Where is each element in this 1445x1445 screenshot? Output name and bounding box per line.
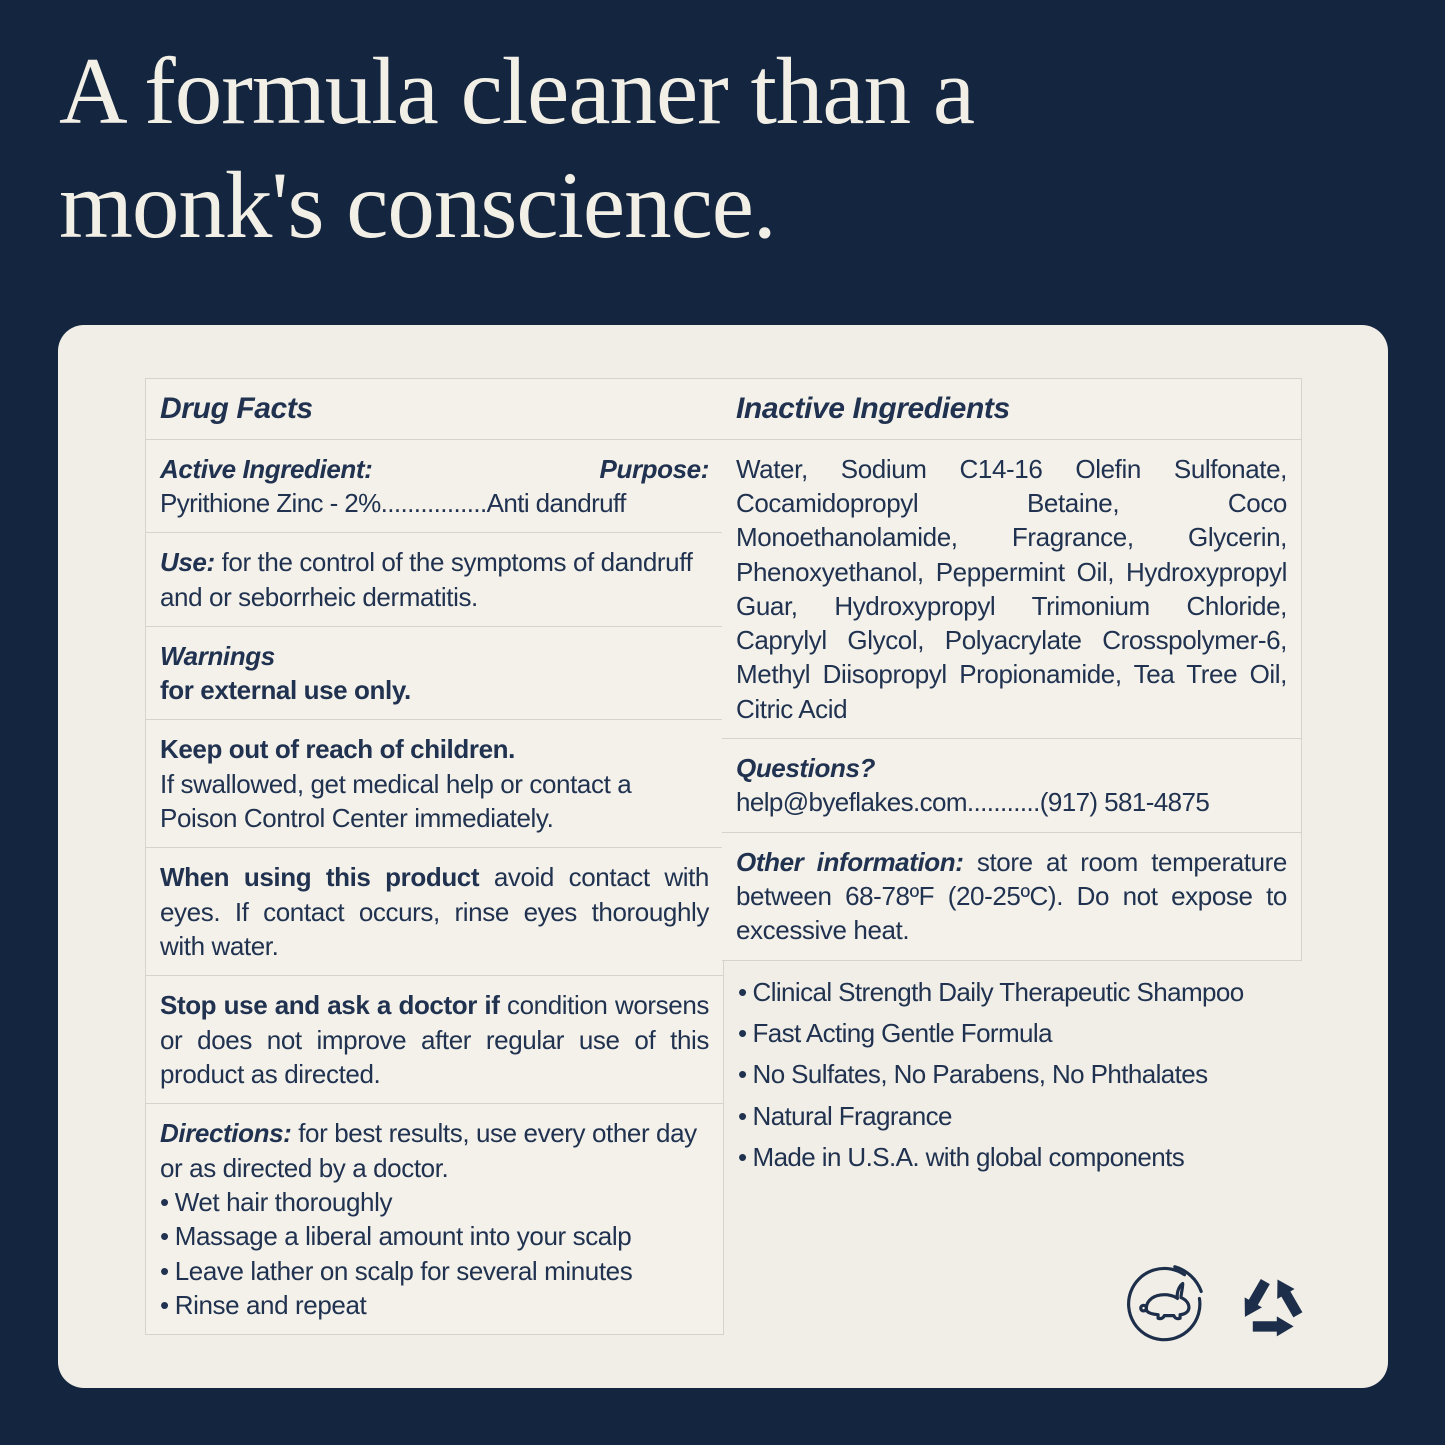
keep-out-of-reach-row — [146, 720, 723, 848]
when-using-row — [146, 848, 723, 976]
recycle-icon — [1232, 1262, 1312, 1342]
list-item — [160, 1219, 709, 1253]
list-item-text: Massage a liberal amount into your scalp — [174, 1221, 632, 1252]
list-item — [738, 1016, 1302, 1050]
list-item-text: Clinical Strength Daily Therapeutic Shampoo — [752, 976, 1244, 1007]
other-information-row — [722, 833, 1301, 960]
inactive-ingredients-table — [722, 378, 1302, 961]
list-item — [160, 1288, 709, 1322]
drug-facts-table — [145, 378, 724, 1335]
bullet-icon: • — [738, 1059, 747, 1090]
list-item — [738, 975, 1302, 1009]
active-ingredient-value: Pyrithione Zinc - 2%................Anti dandruff — [160, 487, 626, 518]
list-item-text: Natural Fragrance — [752, 1100, 952, 1131]
bullet-icon: • — [160, 1289, 169, 1320]
bullet-icon: • — [738, 1017, 747, 1048]
warnings-row — [146, 627, 723, 721]
active-ingredient-label: Active Ingredient: — [160, 453, 373, 484]
list-item-text: Leave lather on scalp for several minutes — [174, 1255, 633, 1286]
stop-use-text: condition worsens or does not improve after regular use of this product as directed. — [160, 990, 709, 1089]
inactive-ingredients-list: Water, Sodium C14-16 Olefin Sulfonate, Cocamidopropyl Betaine, Coco Monoethanolamide, Fragrance, Glycerin, Phenoxyethanol, Peppermint Oil, Hydroxypropyl Guar, Hydroxypropyl Trimonium Chloride, Caprylyl Glycol, Polyacrylate Crosspolymer-6, Methyl Diisopropyl Propionamide, Tea Tree Oil, Citric Acid — [722, 440, 1301, 740]
when-using-text: avoid contact with eyes. If contact occurs, rinse eyes thoroughly with water. — [160, 862, 709, 962]
list-item-text: No Sulfates, No Parabens, No Phthalates — [752, 1059, 1208, 1090]
when-using-label: When using this product — [160, 862, 480, 893]
keep-out-text: If swallowed, get medical help or contact a Poison Control Center immediately. — [160, 768, 632, 834]
cruelty-free-bunny-icon — [1122, 1258, 1210, 1346]
other-information-label: Other information: — [736, 846, 964, 877]
warnings-text: for external use only. — [160, 675, 411, 706]
list-item — [738, 1057, 1302, 1091]
drug-facts-title: Drug Facts — [146, 379, 723, 440]
list-item — [160, 1254, 709, 1288]
directions-row — [146, 1104, 723, 1334]
directions-text: for best results, use every other day or as directed by a doctor. — [160, 1118, 697, 1183]
questions-contact: help@byeflakes.com...........(917) 581-4875 — [736, 787, 1210, 818]
inactive-ingredients-title: Inactive Ingredients — [722, 379, 1301, 440]
use-label: Use: — [160, 547, 215, 578]
bullet-icon: • — [160, 1255, 169, 1286]
active-ingredient-row — [146, 440, 723, 534]
certification-icons — [1122, 1258, 1312, 1346]
drug-facts-card — [58, 325, 1388, 1388]
directions-bullet-list — [160, 1185, 709, 1322]
other-information-text: store at room temperature between 68-78ºF (20-25ºC). Do not expose to excessive heat. — [736, 846, 1287, 946]
warnings-label: Warnings — [160, 640, 275, 671]
questions-label: Questions? — [736, 753, 876, 784]
list-item-text: Fast Acting Gentle Formula — [752, 1017, 1052, 1048]
list-item-text: Made in U.S.A. with global components — [752, 1141, 1185, 1172]
list-item — [738, 1099, 1302, 1133]
bullet-icon: • — [738, 1100, 747, 1131]
list-item-text: Rinse and repeat — [174, 1289, 367, 1320]
product-feature-list — [722, 975, 1302, 1175]
list-item — [738, 1140, 1302, 1174]
list-item-text: Wet hair thoroughly — [174, 1186, 393, 1217]
right-column — [722, 378, 1302, 1181]
use-text: for the control of the symptoms of dandruff and or seborrheic dermatitis. — [160, 547, 693, 612]
stop-use-label: Stop use and ask a doctor if — [160, 990, 500, 1021]
keep-out-label: Keep out of reach of children. — [160, 734, 515, 765]
questions-row — [722, 739, 1301, 833]
stop-use-row — [146, 976, 723, 1104]
directions-label: Directions: — [160, 1118, 292, 1149]
purpose-label: Purpose: — [599, 453, 709, 484]
bullet-icon: • — [738, 976, 747, 1007]
bullet-icon: • — [160, 1186, 169, 1217]
bullet-icon: • — [738, 1141, 747, 1172]
use-row — [146, 533, 723, 627]
list-item — [160, 1185, 709, 1219]
bullet-icon: • — [160, 1221, 169, 1252]
headline: A formula cleaner than a monk's conscience. — [59, 38, 975, 258]
